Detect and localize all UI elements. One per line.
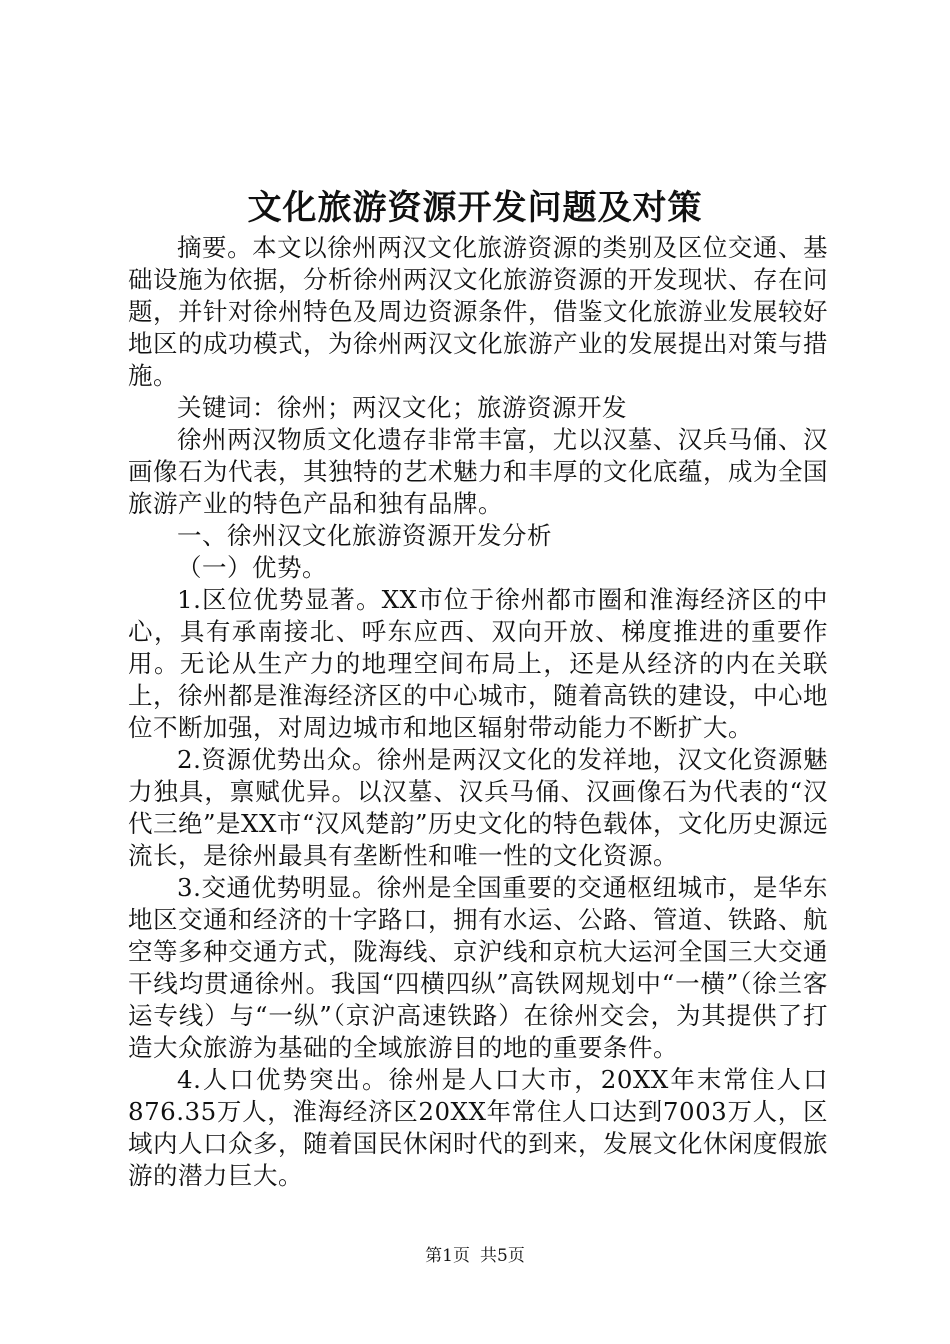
keywords-paragraph: 关键词：徐州；两汉文化；旅游资源开发 [177, 393, 627, 422]
page-total: 共5页 [480, 1246, 525, 1266]
section-heading: 一、徐州汉文化旅游资源开发分析 [177, 521, 552, 550]
subsection-heading: （一）优势。 [177, 553, 327, 582]
body-paragraph: 3.交通优势明显。徐州是全国重要的交通枢纽城市，是华东地区交通和经济的十字路口，拥有水运、公路、管道、铁路、航空等多种交通方式，陇海线、京沪线和京杭大运河全国三大交通干线均贯通徐州。我国“四横四纵”高铁网规划中“一横”（徐兰客运专线）与“一纵”（京沪高速铁路）在徐州交会，为其提供了打造大众旅游为基础的全域旅游目的地的重要条件。 [128, 873, 828, 1062]
intro-paragraph: 徐州两汉物质文化遗存非常丰富，尤以汉墓、汉兵马俑、汉画像石为代表，其独特的艺术魅力和丰厚的文化底蕴，成为全国旅游产业的特色产品和独有品牌。 [128, 425, 828, 518]
document-body [128, 232, 828, 1192]
body-paragraph: 1.区位优势显著。XX市位于徐州都市圈和淮海经济区的中心，具有承南接北、呼东应西、双向开放、梯度推进的重要作用。无论从生产力的地理空间布局上，还是从经济的内在关联上，徐州都是淮海经济区的中心城市，随着高铁的建设，中心地位不断加强，对周边城市和地区辐射带动能力不断扩大。 [128, 585, 828, 742]
body-paragraph: 4.人口优势突出。徐州是人口大市，20XX年末常住人口876.35万人，淮海经济区20XX年常住人口达到7003万人，区域内人口众多，随着国民休闲时代的到来，发展文化休闲度假旅游的潜力巨大。 [128, 1065, 828, 1190]
page-number: 第1页 [425, 1246, 470, 1266]
abstract-paragraph: 摘要。本文以徐州两汉文化旅游资源的类别及区位交通、基础设施为依据，分析徐州两汉文化旅游资源的开发现状、存在问题，并针对徐州特色及周边资源条件，借鉴文化旅游业发展较好地区的成功模式，为徐州两汉文化旅游产业的发展提出对策与措施。 [128, 233, 828, 390]
document-title: 文化旅游资源开发问题及对策 [247, 188, 703, 228]
body-paragraph: 2.资源优势出众。徐州是两汉文化的发祥地，汉文化资源魅力独具，禀赋优异。以汉墓、汉兵马俑、汉画像石为代表的“汉代三绝”是XX市“汉风楚韵”历史文化的特色载体，文化历史源远流长，是徐州最具有垄断性和唯一性的文化资源。 [128, 745, 828, 870]
page-footer [0, 1244, 950, 1268]
